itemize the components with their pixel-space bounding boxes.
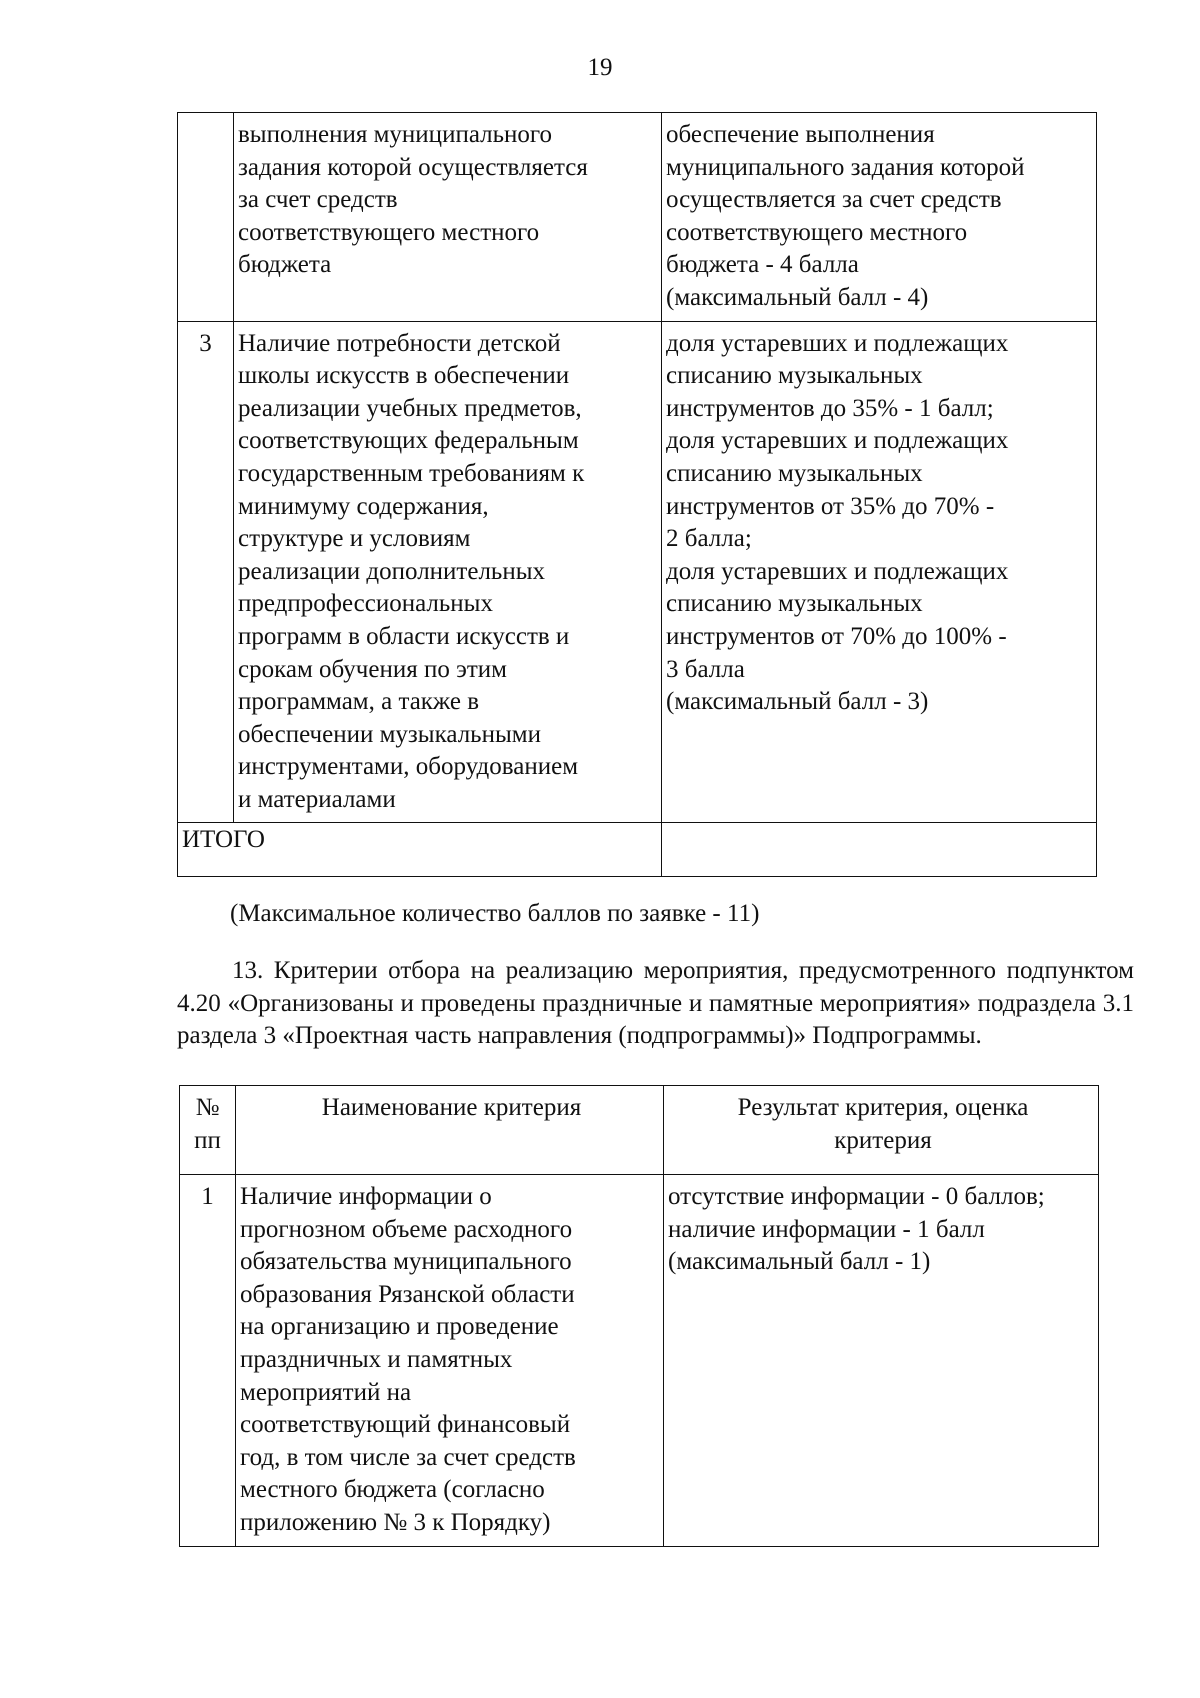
table-row <box>178 113 1097 322</box>
criterion-name-cell: выполнения муниципального задания которой осуществляется за счет средств соответствующего местного бюджета <box>234 113 662 322</box>
criteria-table-13 <box>179 1085 1099 1547</box>
criteria-table-continued <box>177 112 1097 877</box>
criterion-name-cell: Наличие информации о прогнозном объеме расходного обязательства муниципального образования Рязанской области на организацию и проведение праздничных и памятных мероприятий на соответствующий финансовый год, в том числе за счет средств местного бюджета (согласно приложению № 3 к Порядку) <box>236 1175 664 1547</box>
paragraph-13: 13. Критерии отбора на реализацию мероприятия, предусмотренного подпунктом 4.20 «Организованы и проведены праздничные и памятные мероприятия» подраздела 3.1 раздела 3 «Проектная часть направления (подпрограммы)» Подпрограммы. <box>177 957 1134 1050</box>
table-row <box>178 321 1097 823</box>
row-number-cell <box>178 113 234 322</box>
criterion-name-cell: Наличие потребности детской школы искусств в обеспечении реализации учебных предметов, соответствующих федеральным государственным требованиям к минимуму содержания, структуре и условиям реализации дополнительных предпрофессиональных программ в области искусств и срокам обучения по этим программам, а также в обеспечении музыкальными инструментами, оборудованием и материалами <box>234 321 662 823</box>
header-number: № пп <box>180 1086 236 1175</box>
header-criterion-name: Наименование критерия <box>236 1086 664 1175</box>
table-header-row <box>180 1086 1099 1175</box>
total-label: ИТОГО <box>178 823 662 877</box>
criterion-result-cell: доля устаревших и подлежащих списанию музыкальных инструментов до 35% - 1 балл; доля устаревших и подлежащих списанию музыкальных инструментов от 35% до 70% - 2 балла; доля устаревших и подлежащих списанию музыкальных инструментов от 70% до 100% - 3 балла (максимальный балл - 3) <box>662 321 1097 823</box>
max-score-note: (Максимальное количество баллов по заявке - 11) <box>230 900 760 927</box>
row-number-cell: 1 <box>180 1175 236 1547</box>
table-row <box>180 1175 1099 1547</box>
header-criterion-result: Результат критерия, оценка критерия <box>664 1086 1099 1175</box>
criterion-result-cell: обеспечение выполнения муниципального задания которой осуществляется за счет средств соответствующего местного бюджета - 4 балла (максимальный балл - 4) <box>662 113 1097 322</box>
page-number: 19 <box>587 54 613 81</box>
total-row <box>178 823 1097 877</box>
row-number-cell: 3 <box>178 321 234 823</box>
criterion-result-cell: отсутствие информации - 0 баллов; наличие информации - 1 балл (максимальный балл - 1) <box>664 1175 1099 1547</box>
total-value <box>662 823 1097 877</box>
